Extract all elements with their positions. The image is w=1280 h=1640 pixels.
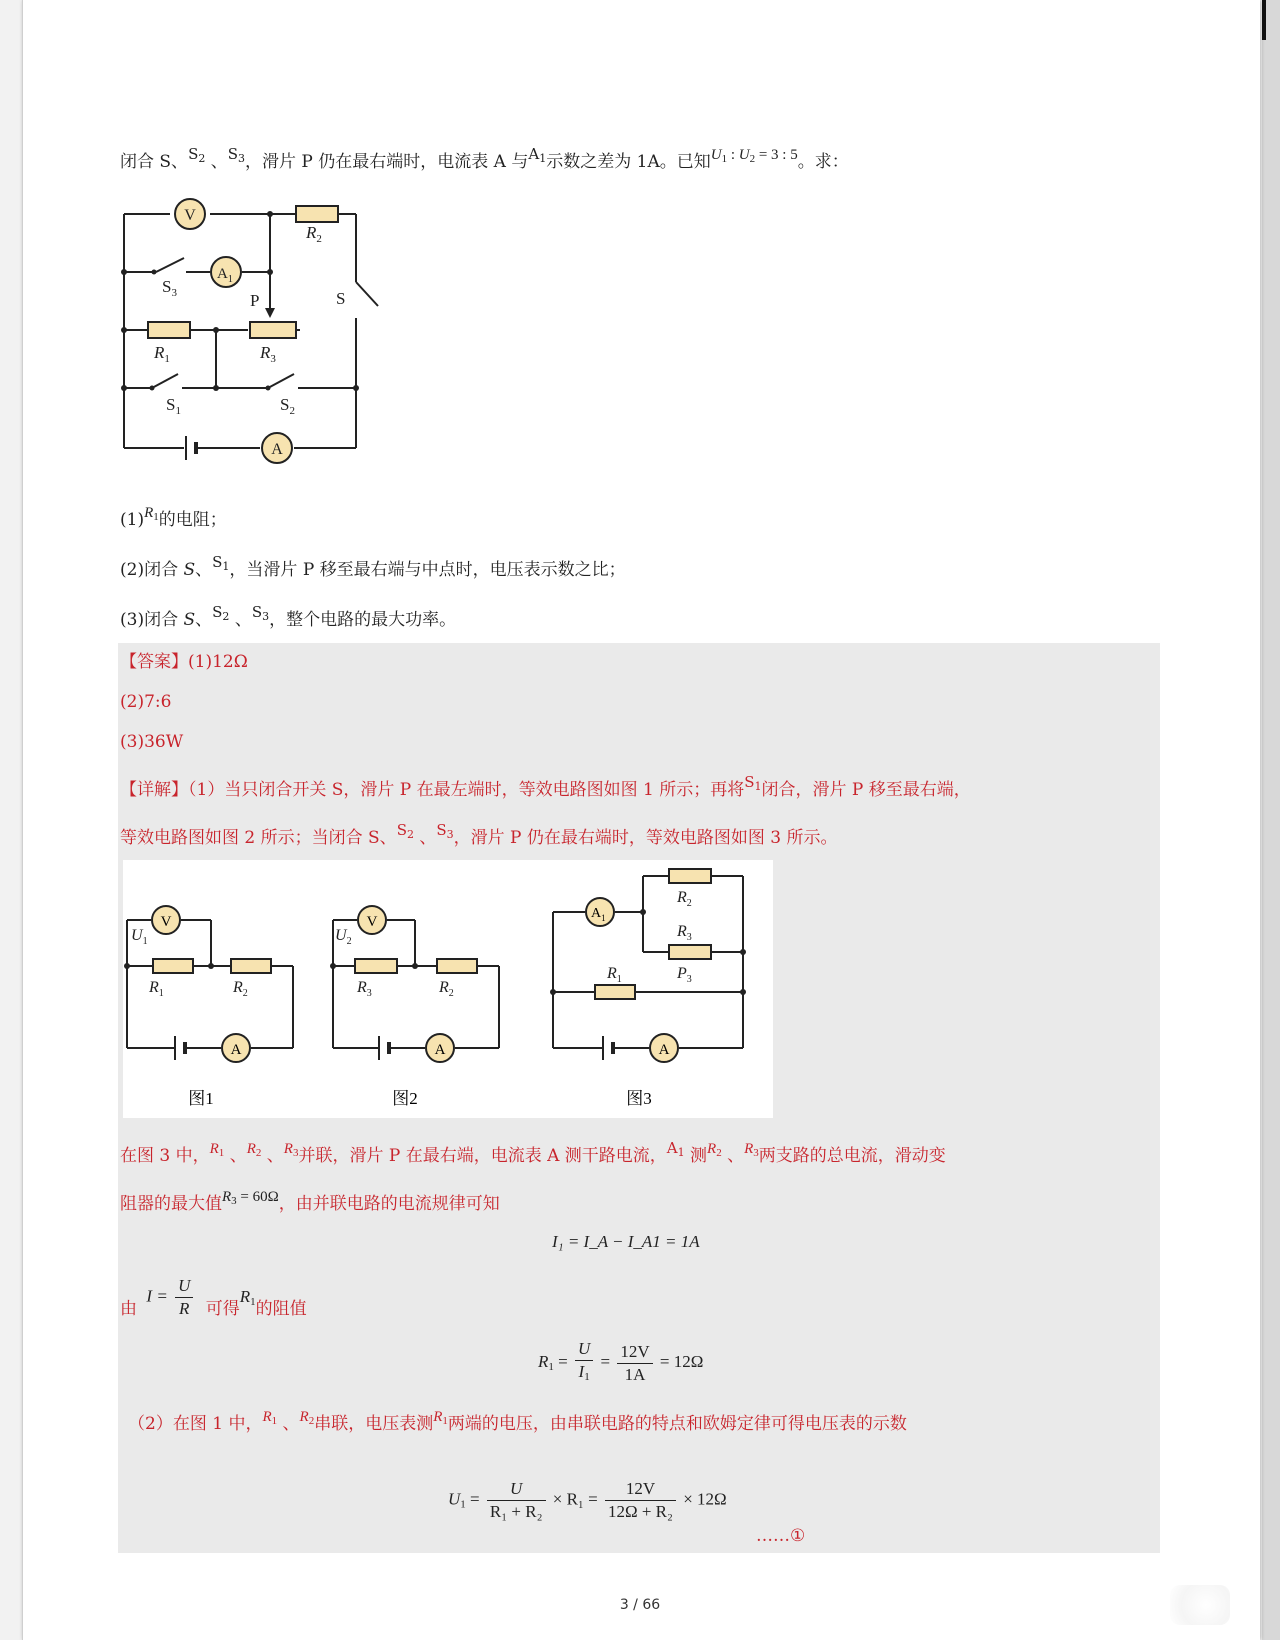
explain-r1-d: R xyxy=(262,1409,272,1425)
fig2-caption: 图2 xyxy=(392,1089,418,1108)
explain-text-3c: 的阻值 xyxy=(255,1299,307,1319)
ohm-r: R xyxy=(179,1299,190,1318)
explain-text-3a: 由 xyxy=(120,1299,137,1319)
voltmeter-label: V xyxy=(184,207,196,224)
s2-sub: 2 xyxy=(198,152,206,165)
detail-text-2a: 等效电路图如图 2 所示；当闭合 S、 xyxy=(120,828,397,848)
q1-var: R xyxy=(144,505,154,521)
eq2-frac-1 xyxy=(575,1338,593,1388)
explain-a1-sub: 1 xyxy=(677,1146,685,1159)
ratio-colon: : xyxy=(727,147,739,163)
ohm-i: I xyxy=(146,1286,153,1306)
eq2-i-sub: 1 xyxy=(584,1371,590,1383)
eq3-num1-text: U xyxy=(510,1479,523,1498)
explain-line-2 xyxy=(120,1189,500,1221)
ohm-eq: = xyxy=(156,1286,168,1306)
intro-line xyxy=(120,145,849,179)
q3-prefix: (3)闭合 xyxy=(120,610,184,630)
explain-r1: R xyxy=(209,1141,219,1157)
eq3-den2: 12Ω + R₂ xyxy=(607,1502,673,1521)
detail-text-2b: ，滑片 P 仍在最右端时，等效电路图如图 3 所示。 xyxy=(453,828,838,848)
eq3-lhs-sub: 1 xyxy=(460,1498,466,1511)
intro-text: 闭合 S、 xyxy=(120,152,189,172)
fig2-r3-label: $R_3$ xyxy=(357,979,372,999)
detail-line-2 xyxy=(120,821,838,855)
detail-text-1a: （1）当只闭合开关 S，滑片 P 在最左端时，等效电路图如图 1 所示；再将 xyxy=(188,780,745,800)
detail-tag: 【详解】 xyxy=(120,780,188,800)
q3-s2-sub: 2 xyxy=(222,610,230,623)
fig1-u1-label: $U_1$ xyxy=(131,927,148,947)
explain-text-3b: 可得 xyxy=(205,1299,240,1319)
q3-text: ，整个电路的最大功率。 xyxy=(269,610,457,630)
explain-text-2a: 阻器的最大值 xyxy=(120,1194,222,1214)
ratio-value: = 3 : 5 xyxy=(755,147,798,163)
u1-var: U xyxy=(710,147,722,163)
explain-line-4 xyxy=(128,1409,907,1441)
q2-sep: 、 xyxy=(195,560,213,580)
eq3-num2: 12V xyxy=(605,1478,676,1501)
explain-r1-d-sub: 1 xyxy=(271,1415,278,1427)
explain-a1: A xyxy=(666,1139,678,1157)
explain-r3: R xyxy=(283,1141,293,1157)
fig3-ammeter-a1-label: $A_1$ xyxy=(591,906,606,923)
detail-text-1b: 闭合，滑片 P 移至最右端， xyxy=(761,780,971,800)
q2-prefix: (2)闭合 xyxy=(120,560,184,580)
page-number: 3 / 66 xyxy=(619,1597,661,1613)
eq3-den1: R₁ + R₂ xyxy=(489,1502,543,1521)
ammeter-a-label: A xyxy=(271,441,283,458)
fig3-r2-label: $R_2$ xyxy=(677,889,692,909)
q3-s3-sub: 3 xyxy=(262,610,270,623)
explain-text-2b: ，由并联电路的电流规律可知 xyxy=(278,1194,500,1214)
explain-r1-sub: 1 xyxy=(218,1147,225,1159)
fig2-r2-label: $R_2$ xyxy=(439,979,454,999)
explain-text-1d: 两支路的总电流，滑动变 xyxy=(758,1146,946,1166)
question-2 xyxy=(120,553,626,587)
s1-label: $S_1$ xyxy=(166,395,181,417)
equivalent-circuits-figure xyxy=(123,860,773,1118)
explain-r1-c-sub: 1 xyxy=(250,1296,256,1308)
eq2-u-text: U xyxy=(577,1339,591,1358)
q1-sub: 1 xyxy=(153,511,159,523)
explain-sep-1: 、 xyxy=(224,1146,247,1166)
explain-r2-sub: 2 xyxy=(255,1147,262,1159)
u2-var: U xyxy=(738,147,750,163)
q2-s1-sub: 1 xyxy=(222,560,230,573)
fig3-p3-label: $P_3$ xyxy=(677,965,692,985)
explain-r2-d: R xyxy=(299,1409,309,1425)
explain-r1-e: R xyxy=(433,1409,443,1425)
u1-sub: 1 xyxy=(721,153,728,165)
u2-sub: 2 xyxy=(749,153,756,165)
ammeter-a1-label: $A_1$ xyxy=(217,266,233,285)
explain-sep-4: 、 xyxy=(277,1414,300,1434)
r3max-var: R xyxy=(222,1189,232,1205)
fig2-ammeter-label: A xyxy=(434,1042,446,1058)
fig2-u2-label: $U_2$ xyxy=(335,927,352,947)
sep: 、 xyxy=(205,152,228,172)
q2-s1: S xyxy=(212,553,223,571)
q2-s: S xyxy=(183,560,196,580)
s2-label: S xyxy=(188,145,199,163)
eq3-frac-1 xyxy=(487,1478,546,1523)
q3-s3: S xyxy=(251,603,263,621)
r3max-sub: 3 xyxy=(231,1195,237,1207)
detail-s1: S xyxy=(744,773,755,791)
explain-r2: R xyxy=(246,1141,256,1157)
switch-s-label: S xyxy=(336,289,346,308)
explain-text-4b: 串联，电压表测 xyxy=(314,1414,434,1434)
fig1-voltmeter-label: V xyxy=(160,914,172,930)
fig1-ammeter-label: A xyxy=(230,1042,242,1058)
s2-label: $S_2$ xyxy=(280,395,295,417)
detail-s2-sub: 2 xyxy=(406,828,414,841)
detail-s1-sub: 1 xyxy=(754,780,762,793)
fig3-r3-label: $R_3$ xyxy=(677,923,692,943)
explain-sep-3: 、 xyxy=(721,1146,745,1166)
fig1-caption: 图1 xyxy=(188,1089,214,1108)
eq3-times: × R₁ = xyxy=(552,1489,598,1509)
r2-label: $R_2$ xyxy=(306,223,322,245)
eq2-i xyxy=(575,1361,593,1388)
fig3-ammeter-label: A xyxy=(658,1042,670,1058)
equation-current: I₁ = I_A − I_A1 = 1A xyxy=(552,1232,700,1251)
answer-tag: 【答案】 xyxy=(120,652,188,672)
ohm-u: U xyxy=(175,1275,193,1298)
detail-s2: S xyxy=(396,821,407,839)
explain-r2-d-sub: 2 xyxy=(308,1415,315,1427)
window-edge xyxy=(1262,0,1280,1640)
s3-label: S xyxy=(227,145,239,163)
edge-marker xyxy=(1262,0,1266,40)
q2-text: ，当滑片 P 移至最右端与中点时，电压表示数之比； xyxy=(229,560,626,580)
explain-text-1c: 测 xyxy=(684,1146,708,1166)
intro-text-3: 示数之差为 1A。已知 xyxy=(546,152,711,172)
explain-text-1a: 在图 3 中， xyxy=(120,1146,210,1166)
intro-text-4: 。求： xyxy=(797,152,849,172)
explain-r1-e-sub: 1 xyxy=(442,1415,448,1427)
q3-sep2: 、 xyxy=(229,610,252,630)
explain-sep-2: 、 xyxy=(261,1146,284,1166)
q3-s2: S xyxy=(212,603,223,621)
q1-text: 的电阻； xyxy=(158,510,227,530)
r3-label: $R_3$ xyxy=(260,343,276,365)
q3-sep: 、 xyxy=(195,610,213,630)
eq3-tail: × 12Ω xyxy=(683,1489,727,1509)
equation-marker: ……① xyxy=(756,1526,806,1546)
answer-2: (2)7:6 xyxy=(120,692,172,712)
eq2-lhs: R xyxy=(538,1351,549,1371)
fig3-r1-label: $R_1$ xyxy=(607,965,622,985)
equation-u1: $U_1$ = $\frac{U}{\text{R₁ + R₂}}$ × R₁ = $\frac{12V}{\text{12Ω + R₂}}$ × 12Ω xyxy=(448,1479,727,1521)
s3-label: $S_3$ xyxy=(162,277,177,299)
fig1-r2-label: $R_2$ xyxy=(233,979,248,999)
explain-line-1 xyxy=(120,1139,946,1173)
explain-r2b: R xyxy=(707,1141,717,1157)
explain-text-1b: 并联，滑片 P 在最右端，电流表 A 测干路电流， xyxy=(298,1146,667,1166)
a1-sub: 1 xyxy=(539,152,547,165)
eq2-lhs-sub: 1 xyxy=(548,1360,554,1373)
fig2-voltmeter-label: V xyxy=(366,914,378,930)
explain-r3-sub: 3 xyxy=(292,1147,299,1159)
fig3-caption: 图3 xyxy=(626,1089,652,1108)
q1-prefix: (1) xyxy=(120,510,145,530)
ohm-frac xyxy=(175,1275,193,1320)
eq2-frac-2 xyxy=(617,1341,652,1386)
answer-1: (1)12Ω xyxy=(188,652,248,672)
answer-3: (3)36W xyxy=(120,732,184,752)
fig1-r1-label: $R_1$ xyxy=(149,979,164,999)
eq2-i-text: I xyxy=(578,1362,585,1381)
corner-overlay xyxy=(1170,1585,1230,1625)
eq3-lhs: U xyxy=(448,1489,461,1509)
question-3 xyxy=(120,603,457,637)
detail-sep: 、 xyxy=(413,828,437,848)
detail-line-1 xyxy=(120,773,971,807)
intro-text-2: ，滑片 P 仍在最右端时，电流表 A 与 xyxy=(245,152,529,172)
explain-text-4a: （2）在图 1 中， xyxy=(128,1414,263,1434)
detail-s3-sub: 3 xyxy=(446,828,454,841)
eq3-frac-2 xyxy=(605,1478,676,1523)
s3-sub: 3 xyxy=(238,152,246,165)
explain-r3b: R xyxy=(744,1141,754,1157)
explain-r2b-sub: 2 xyxy=(716,1147,722,1159)
eq3-num1 xyxy=(487,1478,546,1501)
main-circuit-diagram xyxy=(110,190,400,475)
explain-r3b-sub: 3 xyxy=(753,1147,759,1159)
answer-line-1 xyxy=(120,650,248,674)
explain-line-3 xyxy=(120,1275,307,1335)
eq2-result: = 12Ω xyxy=(659,1351,704,1371)
eq2-u xyxy=(575,1338,593,1361)
eq2-num: 12V xyxy=(617,1341,652,1364)
eq2-den: 1A xyxy=(624,1364,646,1384)
explain-text-4c: 两端的电压，由串联电路的特点和欧姆定律可得电压表的示数 xyxy=(447,1414,907,1434)
explain-r1-c: R xyxy=(239,1287,251,1306)
ohm-law-formula xyxy=(146,1275,196,1320)
r1-label: $R_1$ xyxy=(154,343,170,365)
detail-s3: S xyxy=(436,821,447,839)
equation-r1: $R_1$ = $\frac{U}{I_1}$ = $\frac{12V}{1A}$ = 12Ω xyxy=(538,1338,703,1388)
q3-s: S xyxy=(183,610,196,630)
a1-label: A xyxy=(528,145,540,163)
slider-p-label: P xyxy=(250,291,260,310)
question-1 xyxy=(120,505,227,537)
r3max-value: = 60Ω xyxy=(236,1189,279,1205)
